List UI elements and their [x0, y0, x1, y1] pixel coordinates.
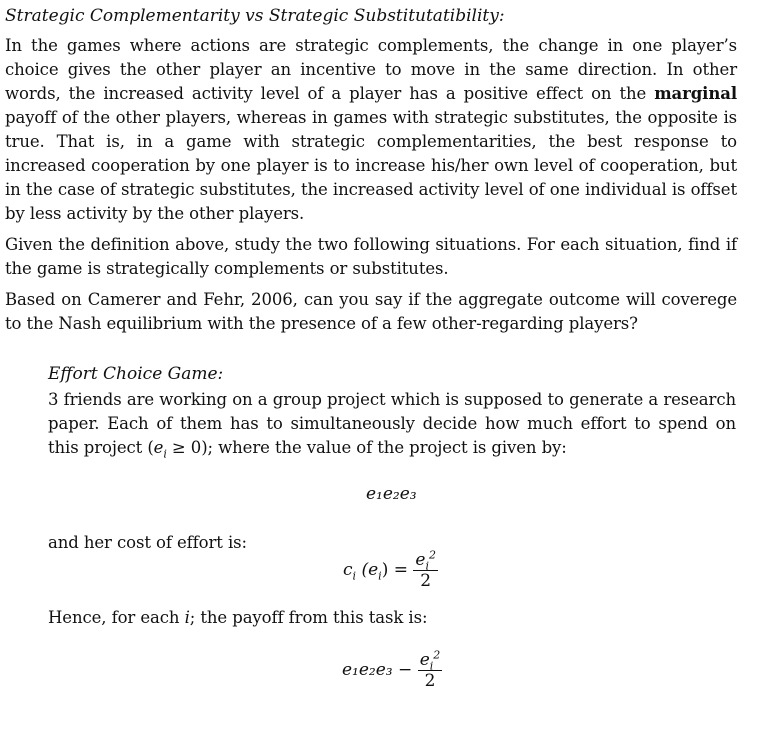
- effort-var: $e_i$: [153, 438, 167, 461]
- effort-choice-game: [48, 362, 736, 467]
- question-paragraph: Based on Camerer and Fehr, 2006, can you say if the aggregate outcome will coverege to the Nash equilibrium with the presence of a few other-regarding players?: [5, 290, 737, 333]
- definition-text-2: payoff of the other players, whereas in games with strategic substitutes, the opposite is true. That is, in a game with strategic complementarities, the best response to increased cooperation by one player is to increase his/her own level of cooperation, but in the case of strategic substitutes, the increased activity level of one individual is offset by less activity by the other players.: [5, 108, 737, 223]
- game-intro: [48, 388, 736, 460]
- definition-bold-word: marginal: [654, 84, 737, 103]
- definition-paragraph: [5, 34, 737, 226]
- definition-text-1: In the games where actions are strategic complements, the change in one player’s choice gives the other player an incentive to move in the same direction. In other words, the increased activity level of a player has a positive effect on the: [5, 36, 737, 103]
- document-page: [5, 4, 737, 343]
- cost-formula: $c_i$ $(e_i)$ = $\frac{e_i^2}{2}$: [343, 548, 436, 591]
- game-heading: Effort Choice Game:: [48, 364, 224, 384]
- section-heading: Strategic Complementarity vs Strategic Substitutatibility:: [5, 6, 505, 26]
- cost-fraction: $\frac{e_i^2}{2}$: [415, 548, 436, 591]
- effort-constraint: ≥ 0: [166, 438, 202, 457]
- payoff-fraction: $\frac{e_i^2}{2}$: [419, 648, 441, 691]
- game-intro-text-2: ); where the value of the project is given by:: [201, 438, 567, 457]
- instruction-paragraph: Given the definition above, study the two following situations. For each situation, find if the game is strategically complements or substitutes.: [5, 235, 737, 278]
- game-intro-text-1: 3 friends are working on a group project which is supposed to generate a research paper. Each of them has to simultaneously decide how much effort to spend on this project (: [48, 390, 736, 457]
- cost-intro: and her cost of effort is:: [48, 533, 247, 552]
- payoff-intro: Hence, for each i; the payoff from this task is:: [48, 608, 428, 627]
- payoff-formula: e₁e₂e₃ − $\frac{e_i^2}{2}$: [342, 648, 441, 691]
- value-formula: e₁e₂e₃: [366, 484, 417, 504]
